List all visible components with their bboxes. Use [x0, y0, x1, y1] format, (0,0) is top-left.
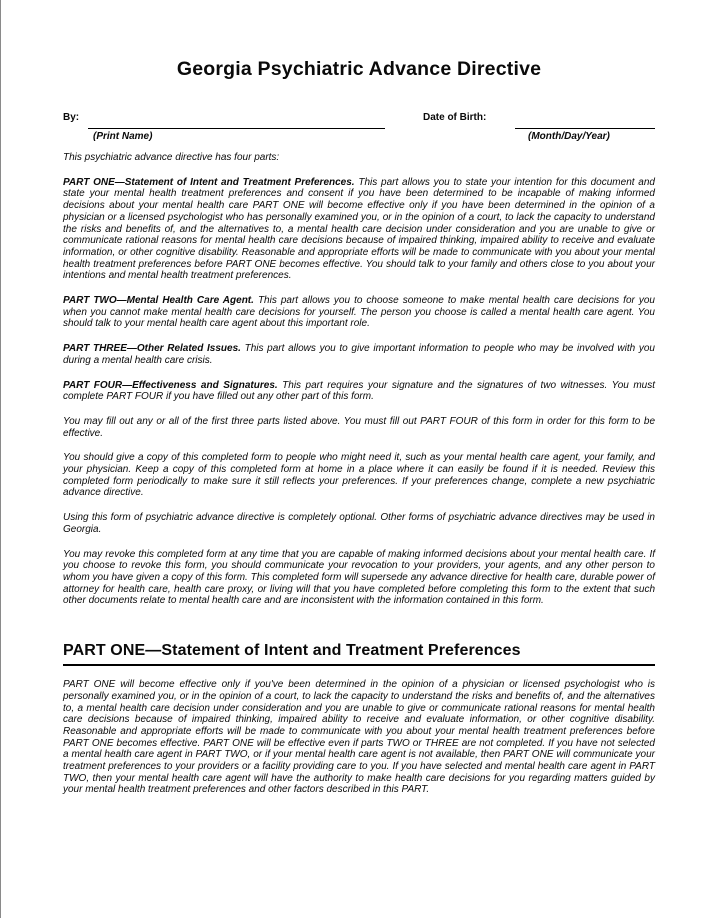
paragraph-part-three-summary	[63, 343, 655, 366]
page-title: Georgia Psychiatric Advance Directive	[176, 58, 542, 80]
date-of-birth-label: Date of Birth:	[423, 112, 487, 123]
form-sheet	[63, 0, 655, 796]
part-three-lead: PART THREE—Other Related Issues.	[63, 343, 241, 355]
by-label: By:	[63, 112, 80, 123]
header-fields	[63, 112, 655, 146]
paragraph-part-two-summary	[63, 295, 655, 330]
paragraph-fill-out: You may fill out any or all of the first three parts listed above. You must fill out PART FOUR of this form in order for this form to be effective.	[63, 415, 655, 439]
part-one-lead: PART ONE—Statement of Intent and Treatment Preferences.	[63, 176, 355, 188]
part-four-summary-text: This part requires your signature and the signatures of two witnesses. You must complete PART FOUR if you have filled out any other part of this form.	[63, 379, 655, 403]
paragraph-give-copy: You should give a copy of this completed form to people who might need it, such as your mental health care agent, your family, and your physician. Keep a copy of this completed form at home in a place where it can easily be found if it is needed. Review this completed form periodically to make sure it still reflects your preferences. If your preferences change, complete a new psychiatric advance directive.	[63, 452, 655, 499]
paragraph-optional: Using this form of psychiatric advance directive is completely optional. Other forms of psychiatric advance directives may be used in Georgia.	[63, 512, 655, 535]
part-one-summary-text: This part allows you to state your intention for this document and state your mental health treatment preferences and consent if you have been determined to be incapable of making informed decisions about your mental health care PART ONE will become effective only if you have been determined in the opinion of a physician or a licensed psychologist who has personally examined you, or in the opinion of a court, to lack the capacity to understand the risks and benefits of, and the alternatives to, a mental health care decision under consideration and you are unable to give or communicate rational reasons for mental health care decisions because of impaired thinking, impaired ability to receive and evaluate information, or other cognitive disability. Reasonable and appropriate efforts will be made to communicate with you about your mental health treatment preferences before PART ONE becomes effective. You should talk to your family and others close to you about your intentions and mental health treatment preferences.	[63, 176, 655, 282]
paragraph-revoke: You may revoke this completed form at any time that you are capable of making informed decisions about your mental health care. If you choose to revoke this form, you should communicate your revocation to your providers, your agents, and any other person to whom you have given a copy of this form. This completed form will supersede any advance directive for health care, durable power of attorney for health care, health care proxy, or living will that you have completed before completing this form to the extent that such other documents relate to mental health care and are inconsistent with the information contained in this form.	[63, 548, 655, 607]
part-two-summary-text: This part allows you to choose someone to make mental health care decisions for you when you cannot make mental health care decisions for yourself. The person you choose is called a mental health care agent. You should talk to your mental health care agent about this important role.	[63, 295, 655, 330]
date-of-birth-sublabel: (Month/Day/Year)	[528, 131, 610, 142]
print-name-sublabel: (Print Name)	[93, 131, 153, 142]
date-of-birth-input-line[interactable]	[515, 114, 655, 129]
page-left-edge-line	[0, 0, 1, 918]
part-four-lead: PART FOUR—Effectiveness and Signatures.	[63, 379, 278, 391]
part-three-summary-text: This part allows you to give important information to people who may be involved with you during a mental health care crisis.	[63, 343, 655, 366]
part-two-lead: PART TWO—Mental Health Care Agent.	[63, 295, 254, 307]
intro-paragraph: This psychiatric advance directive has four parts:	[63, 152, 280, 163]
print-name-input-line[interactable]	[88, 114, 385, 129]
part-one-section-body: PART ONE will become effective only if you've been determined in the opinion of a physician or licensed psychologist who is personally examined you, or in the opinion of a court, to lack the capacity to understand the risks and benefits of, and the alternatives to, a mental health care decision under consideration and you are unable to give or communicate rational reasons for mental health care decisions because of impaired thinking, impaired ability to receive and evaluate information, or other cognitive disability. Reasonable and appropriate efforts will be made to communicate with you about your mental health treatment preferences before PART ONE becomes effective. PART ONE will be effective even if parts TWO or THREE are not completed. If you have not selected a mental health care agent in PART TWO, or if your mental health care agent is not available, then PART ONE will communicate your treatment preferences to your providers or a facility providing care to you. If you have selected and mental health care agent in PART TWO, then your mental health care agent will have the authority to make health care decisions for you regarding matters guided by your mental health treatment preferences and other factors described in this PART.	[63, 679, 655, 796]
paragraph-part-one-summary	[63, 177, 655, 282]
paragraph-part-four-summary	[63, 380, 655, 403]
part-one-section-heading: PART ONE—Statement of Intent and Treatment Preferences	[63, 641, 655, 666]
document-body	[63, 152, 655, 796]
